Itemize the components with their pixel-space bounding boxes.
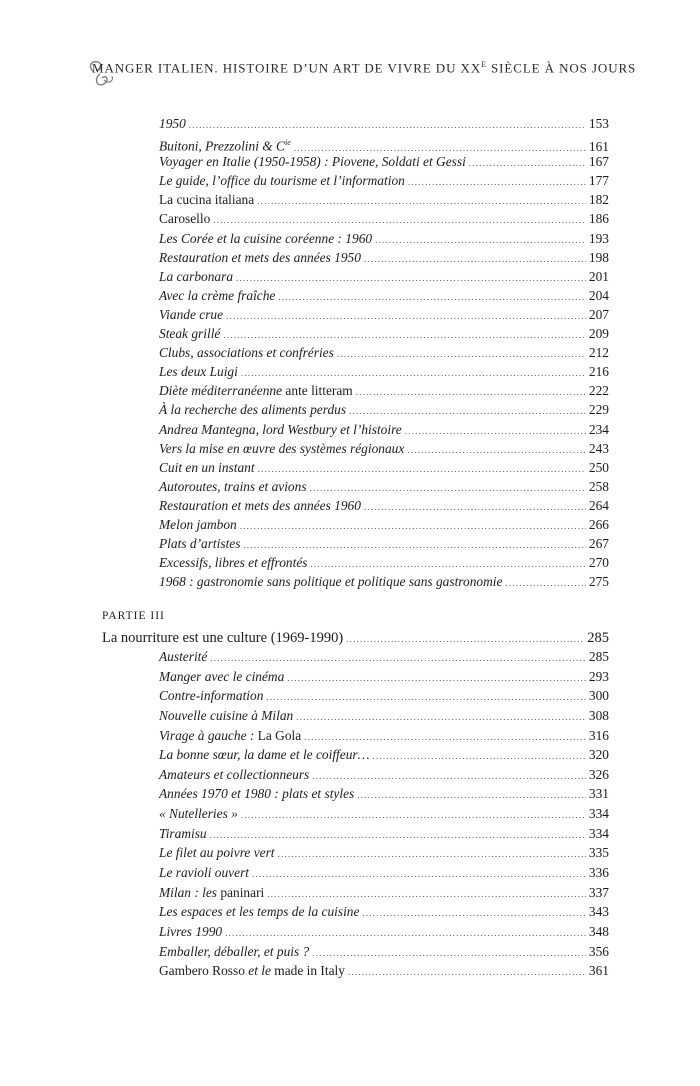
toc-entry-title-part: Andrea Mantegna, lord Westbury et l’histoire	[159, 421, 402, 437]
toc-entry[interactable]	[159, 362, 609, 381]
toc-entry-page: 204	[588, 287, 609, 303]
toc-entry-title	[159, 804, 238, 824]
toc-entry-title-part: Avec la crème fraîche	[159, 287, 276, 303]
toc-entry-title-part: Cuit en un instant	[159, 459, 255, 475]
toc-entry-part-title[interactable]	[102, 628, 609, 649]
toc-entry-title	[159, 420, 402, 439]
toc-entry[interactable]	[159, 745, 609, 765]
toc-entry-title	[159, 961, 345, 981]
toc-entry[interactable]	[159, 863, 609, 883]
toc-entry-title	[159, 229, 372, 248]
toc-entry-title-part: Buitoni, Prezzolini & C	[159, 138, 285, 154]
toc-entry[interactable]	[159, 706, 609, 726]
toc-entry[interactable]	[159, 248, 609, 267]
part-title-page: 285	[587, 630, 609, 646]
toc-entry-page: 316	[588, 727, 609, 743]
toc-entry-title-part: Restauration et mets des années 1960	[159, 497, 361, 513]
toc-entry-title-part: Melon jambon	[159, 516, 237, 532]
toc-entry-title-part: Restauration et mets des années 1950	[159, 249, 361, 265]
toc-entry-title	[159, 305, 223, 324]
toc-entry-title-part: Vers la mise en œuvre des systèmes régionaux	[159, 440, 405, 456]
toc-entry[interactable]	[159, 534, 609, 553]
part-title-entry	[102, 628, 609, 649]
toc-entry-title	[159, 209, 210, 228]
leader-dots	[252, 865, 586, 885]
toc-entry-page: 356	[588, 943, 609, 959]
toc-entry[interactable]	[159, 553, 609, 572]
toc-entry-page: 331	[588, 786, 609, 802]
toc-entry-page: 267	[588, 536, 609, 552]
toc-entry-title-part: Viande crue	[159, 306, 224, 322]
toc-entry-title-part: Tiramisu	[159, 825, 207, 841]
toc-entry-title	[159, 843, 275, 863]
toc-entry-title	[159, 458, 255, 477]
toc-entry-title	[159, 400, 346, 419]
toc-entry-title-part: Autoroutes, trains et avions	[159, 478, 307, 494]
toc-entry-title-part: Plats d’artistes	[159, 536, 241, 552]
toc-entry-title	[159, 726, 301, 746]
toc-entry-page: 177	[588, 173, 609, 189]
leader-dots	[257, 192, 586, 211]
toc-section-a	[159, 114, 609, 591]
toc-entry-title-part: Le filet au poivre vert	[159, 845, 275, 861]
toc-entry-title-part: ante litteram	[282, 383, 353, 399]
toc-entry-title	[159, 863, 249, 883]
toc-entry[interactable]	[159, 902, 609, 922]
toc-entry[interactable]	[159, 961, 609, 981]
toc-entry-title	[159, 647, 207, 667]
leader-dots	[312, 944, 586, 964]
toc-entry-title	[159, 534, 240, 553]
toc-entry-title-part: 1950	[159, 116, 186, 131]
toc-entry[interactable]	[159, 305, 609, 324]
toc-entry[interactable]	[159, 209, 609, 228]
toc-entry-title	[159, 152, 466, 171]
toc-entry-title-part: Les espaces et les temps de la cuisine	[159, 904, 360, 920]
toc-entry-page: 300	[588, 688, 609, 704]
toc-entry-title-part: made in Italy	[274, 963, 345, 979]
toc-entry[interactable]	[159, 133, 609, 152]
toc-entry-title-part: Diète méditerranéenne	[159, 383, 283, 399]
leader-dots	[258, 460, 586, 479]
running-header-sup: E	[481, 60, 487, 69]
toc-entry-page: 361	[588, 963, 609, 979]
leader-dots	[364, 250, 586, 269]
leader-dots	[287, 669, 586, 689]
toc-entry-page: 216	[588, 364, 609, 380]
toc-entry-title	[159, 286, 275, 305]
toc-entry-title-part: La bonne sœur, la dame et le coiffeur…	[159, 747, 370, 763]
toc-entry[interactable]	[159, 381, 609, 400]
toc-entry-title	[159, 784, 354, 804]
toc-entry-title-part: ie	[284, 138, 291, 148]
toc-entry-title	[159, 248, 361, 267]
toc-entry-page: 198	[588, 249, 609, 265]
toc-entry-title	[159, 942, 309, 962]
toc-entry-title	[159, 324, 220, 343]
part-title-text: La nourriture est une culture (1969-1990)	[102, 630, 344, 646]
toc-entry-page: 153	[588, 116, 609, 131]
toc-entry-title-part: Emballer, déballer, et puis ?	[159, 943, 310, 959]
toc-entry[interactable]	[159, 114, 609, 133]
toc-entry-page: 293	[588, 668, 609, 684]
leader-dots	[356, 383, 586, 402]
toc-entry-title-part: Les Corée et la cuisine coréenne : 1960	[159, 230, 373, 246]
toc-entry-title	[159, 515, 237, 534]
toc-entry[interactable]	[159, 765, 609, 785]
toc-entry-page: 326	[588, 766, 609, 782]
leader-dots	[405, 422, 586, 441]
leader-dots	[278, 288, 586, 307]
toc-entry-page: 308	[588, 707, 609, 723]
toc-entry[interactable]	[159, 420, 609, 439]
toc-entry[interactable]	[159, 496, 609, 515]
toc-entry-title-part: et le	[248, 963, 275, 979]
toc-entry-page: 222	[588, 383, 609, 399]
toc-entry[interactable]	[159, 477, 609, 496]
toc-entry-page: 336	[588, 865, 609, 881]
toc-entry-title	[159, 902, 359, 922]
toc-entry-title-part: paninari	[220, 884, 265, 900]
toc-entry-title-part: La cucina italiana	[159, 192, 255, 208]
toc-entry-page: 337	[588, 884, 609, 900]
toc-entry[interactable]	[159, 439, 609, 458]
toc-entry-title	[159, 824, 207, 844]
leader-dots	[241, 806, 586, 826]
toc-entry-title-part: Manger avec le cinéma	[159, 668, 285, 684]
toc-entry-page: 209	[588, 326, 609, 342]
toc-entry[interactable]	[159, 686, 609, 706]
toc-entry-title	[159, 381, 353, 400]
toc-entry-page: 275	[588, 574, 609, 590]
toc-entry-page: 270	[588, 555, 609, 571]
toc-entry-page: 207	[588, 306, 609, 322]
toc-entry-title-part: Le guide, l’office du tourisme et l’information	[159, 173, 405, 189]
toc-entry-title	[159, 496, 361, 515]
toc-entry-title	[159, 362, 238, 381]
toc-entry[interactable]	[159, 286, 609, 305]
toc-entry[interactable]	[159, 152, 609, 171]
toc-entry-title-part: Nouvelle cuisine à Milan	[159, 707, 294, 723]
leader-dots	[348, 963, 586, 983]
leader-dots	[240, 517, 586, 536]
toc-entry[interactable]	[159, 922, 609, 942]
toc-entry[interactable]	[159, 229, 609, 248]
toc-entry[interactable]	[159, 942, 609, 962]
toc-entry-page: 234	[588, 421, 609, 437]
toc-entry[interactable]	[159, 843, 609, 863]
toc-entry-title-part: Les deux Luigi	[159, 364, 238, 380]
toc-entry-title-part: Le ravioli ouvert	[159, 865, 250, 881]
toc-entry-page: 335	[588, 845, 609, 861]
toc-entry-title-part: La carbonara	[159, 268, 234, 284]
toc-entry-page: 186	[588, 211, 609, 227]
toc-entry[interactable]	[159, 458, 609, 477]
toc-entry-title	[159, 439, 404, 458]
toc-entry-title-part: Amateurs et collectionneurs	[159, 766, 310, 782]
toc-entry-title	[159, 883, 264, 903]
leader-dots	[278, 845, 586, 865]
toc-section-b	[159, 647, 609, 981]
toc-entry-title	[159, 171, 405, 190]
toc-entry-title	[159, 343, 334, 362]
leader-dots	[375, 231, 586, 250]
running-header-title-end: SIÈCLE À NOS JOURS	[486, 60, 637, 76]
running-header	[92, 60, 636, 76]
part-label: PARTIE III	[102, 610, 165, 622]
toc-entry[interactable]	[159, 343, 609, 362]
toc-entry-page: 212	[588, 345, 609, 361]
toc-entry[interactable]	[159, 883, 609, 903]
toc-entry-title	[159, 686, 263, 706]
leader-dots	[469, 154, 586, 173]
toc-entry-title-part: Clubs, associations et confréries	[159, 345, 334, 361]
toc-entry-title-part: Milan : les	[159, 884, 221, 900]
toc-entry-title-part: La Gola	[257, 727, 302, 743]
toc-entry-page: 348	[588, 923, 609, 939]
toc-entry-page: 243	[588, 440, 609, 456]
leader-dots	[373, 747, 586, 767]
toc-entry-page: 167	[588, 154, 609, 170]
leader-dots	[226, 307, 586, 326]
toc-entry-page: 229	[588, 402, 609, 418]
toc-entry-title-part: Steak grillé	[159, 326, 221, 342]
toc-entry-page: 182	[588, 192, 609, 208]
toc-entry[interactable]	[159, 572, 609, 591]
leader-dots	[364, 498, 586, 517]
leader-dots	[362, 904, 585, 924]
toc-entry-page: 320	[588, 747, 609, 763]
toc-entry[interactable]	[159, 171, 609, 190]
toc-entry-page: 193	[588, 230, 609, 246]
toc-entry-page: 258	[588, 478, 609, 494]
toc-entry-title-part: À la recherche des aliments perdus	[159, 402, 347, 418]
toc-entry[interactable]	[159, 400, 609, 419]
toc-entry-title-part: Gambero Rosso	[159, 963, 249, 979]
toc-entry-page: 334	[588, 806, 609, 822]
toc-entry-title	[159, 553, 308, 572]
toc-entry-page: 201	[588, 268, 609, 284]
toc-entry[interactable]	[159, 647, 609, 667]
toc-entry[interactable]	[159, 267, 609, 286]
leader-dots	[407, 441, 586, 460]
toc-entry-title	[159, 267, 233, 286]
leader-dots	[266, 688, 586, 708]
toc-entry-title-part: Austerité	[159, 649, 208, 664]
toc-entry[interactable]	[159, 515, 609, 534]
toc-entry-title-part: 1968 : gastronomie sans politique et politique sans gastronomie	[159, 574, 503, 590]
leader-dots	[357, 786, 586, 806]
toc-entry-page: 264	[588, 497, 609, 513]
toc-entry-page: 343	[588, 904, 609, 920]
toc-entry-title	[159, 706, 293, 726]
toc-entry-title-part: « Nutelleries »	[159, 806, 238, 822]
toc-entry-page: 161	[588, 138, 609, 154]
toc-entry[interactable]	[159, 726, 609, 746]
toc-entry-title-part: Excessifs, libres et effrontés	[159, 555, 308, 571]
toc-entry-page: 250	[588, 459, 609, 475]
toc-entry-title-part: Contre-information	[159, 688, 264, 704]
toc-entry-page: 266	[588, 516, 609, 532]
leader-dots	[408, 173, 586, 192]
leader-dots	[505, 574, 585, 593]
toc-entry-title	[159, 572, 502, 591]
toc-entry[interactable]	[159, 324, 609, 343]
toc-entry-title	[159, 190, 254, 209]
toc-entry[interactable]	[159, 824, 609, 844]
toc-entry-page: 285	[588, 649, 609, 664]
toc-entry-title	[159, 745, 370, 765]
toc-entry-page: 334	[588, 825, 609, 841]
toc-entry[interactable]	[159, 804, 609, 824]
toc-entry[interactable]	[159, 784, 609, 804]
toc-entry-title	[159, 667, 284, 687]
running-header-title: MANGER ITALIEN. HISTOIRE D’UN ART DE VIVRE DU XX	[92, 60, 482, 76]
leader-dots	[296, 708, 586, 728]
toc-entry-title-part: Années 1970 et 1980 : plats et styles	[159, 786, 355, 802]
leader-dots	[236, 269, 586, 288]
toc-entry[interactable]	[159, 667, 609, 687]
toc-entry-title	[159, 477, 307, 496]
toc-entry-title	[159, 765, 309, 785]
toc-entry-title-part: Livres 1990	[159, 923, 223, 939]
toc-entry-title-part: Voyager en Italie (1950-1958) : Piovene, Soldati et Gessi	[159, 154, 466, 170]
toc-entry-title-part: Virage à gauche :	[159, 727, 258, 743]
leader-dots	[337, 345, 586, 364]
toc-entry[interactable]	[159, 190, 609, 209]
toc-entry-title	[159, 922, 222, 942]
toc-entry-title-part: Carosello	[159, 211, 211, 227]
toc-entry-title	[159, 114, 186, 133]
